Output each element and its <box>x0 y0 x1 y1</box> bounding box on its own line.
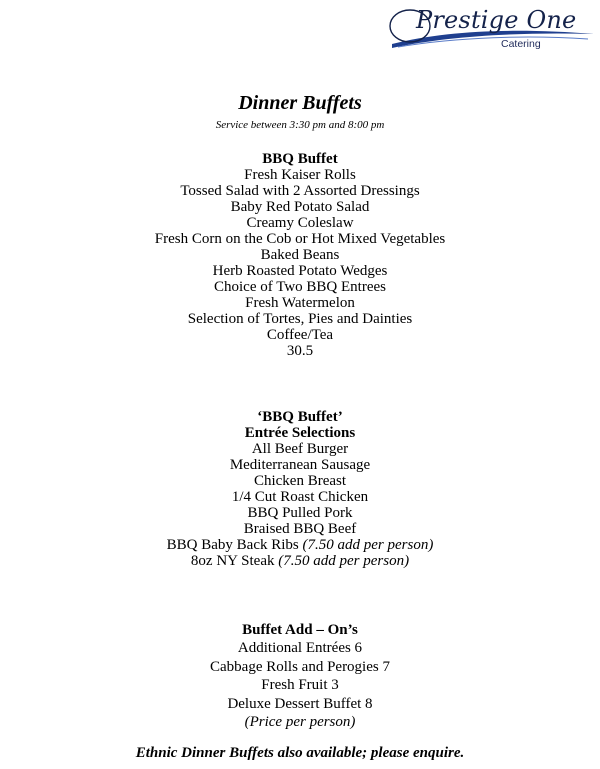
premium-entree-name: BBQ Baby Back Ribs <box>166 537 299 553</box>
addon-item: Cabbage Rolls and Perogies 7 <box>210 658 390 675</box>
entree-item: Braised BBQ Beef <box>243 521 357 537</box>
section-heading: Buffet Add – On’s <box>242 622 358 638</box>
menu-item: Fresh Kaiser Rolls <box>244 167 356 183</box>
page-subtitle: Service between 3:30 pm and 8:00 pm <box>215 119 385 131</box>
addon-item: Deluxe Dessert Buffet 8 <box>227 695 373 712</box>
menu-item: Choice of Two BBQ Entrees <box>214 279 386 295</box>
section-subheading: Entrée Selections <box>244 425 356 441</box>
entree-item: All Beef Burger <box>251 441 349 457</box>
menu-item: Selection of Tortes, Pies and Dainties <box>187 311 413 327</box>
premium-entree-item <box>0 553 600 569</box>
section-heading: ‘BBQ Buffet’ <box>257 409 343 425</box>
menu-item: Creamy Coleslaw <box>246 215 354 231</box>
logo-subtitle: Catering <box>501 38 541 50</box>
footer-note: Ethnic Dinner Buffets also available; please enquire. <box>135 745 465 761</box>
section-heading: BBQ Buffet <box>262 151 338 167</box>
menu-item: Baked Beans <box>260 247 340 263</box>
menu-item: Baby Red Potato Salad <box>230 199 370 215</box>
entree-item: BBQ Pulled Pork <box>247 505 353 521</box>
entree-selections-section <box>0 409 600 569</box>
premium-entree-item <box>0 537 600 553</box>
addon-item: Fresh Fruit 3 <box>261 677 339 694</box>
entree-item: Mediterranean Sausage <box>229 457 371 473</box>
addon-item: Additional Entrées 6 <box>237 640 363 657</box>
premium-entree-note: (7.50 add per person) <box>302 537 434 553</box>
price-note: (Price per person) <box>244 713 356 730</box>
entree-item: Chicken Breast <box>253 473 347 489</box>
buffet-addons-section <box>0 621 600 731</box>
premium-entree-name: 8oz NY Steak <box>190 553 275 569</box>
entree-item: 1/4 Cut Roast Chicken <box>231 489 369 505</box>
logo-name: Prestige One <box>416 6 577 34</box>
bbq-buffet-section <box>0 151 600 359</box>
menu-item: Herb Roasted Potato Wedges <box>212 263 388 279</box>
company-logo <box>388 4 598 56</box>
menu-item: Tossed Salad with 2 Assorted Dressings <box>180 183 420 199</box>
premium-entree-note: (7.50 add per person) <box>278 553 410 569</box>
page-title: Dinner Buffets <box>238 92 362 114</box>
menu-item: Fresh Watermelon <box>245 295 355 311</box>
menu-item: Fresh Corn on the Cob or Hot Mixed Vegetables <box>154 231 446 247</box>
price: 30.5 <box>286 343 314 359</box>
menu-item: Coffee/Tea <box>266 327 334 343</box>
